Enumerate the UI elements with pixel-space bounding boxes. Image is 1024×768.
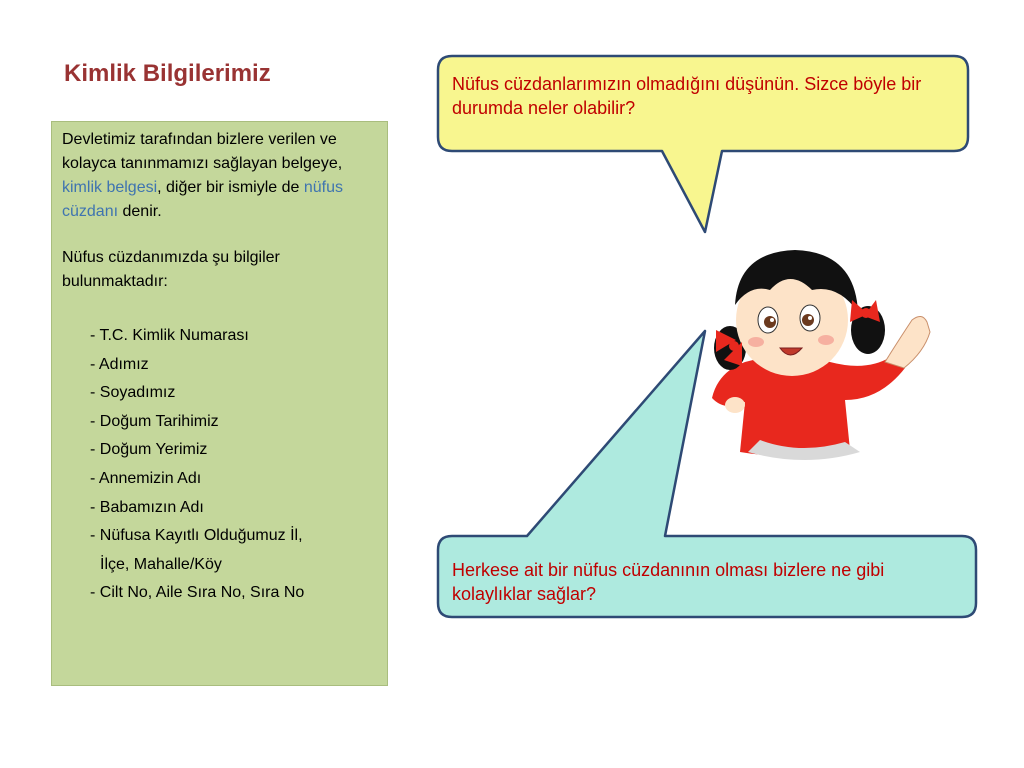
list-item: - Doğum Yerimiz — [90, 441, 208, 459]
list-item: - T.C. Kimlik Numarası — [90, 327, 249, 344]
list-intro: Nüfus cüzdanımızda şu bilgiler bulunmaktadır: — [62, 249, 280, 290]
list-item: - Doğum Tarihimiz — [90, 412, 219, 430]
top-bubble-question: Nüfus cüzdanlarımızın olmadığını düşünün. Sizce böyle bir durumda neler olabilir? — [452, 74, 922, 118]
intro-text-a: Devletimiz tarafından bizlere verilen ve kolayca tanınmamızı sağlayan belgeye, — [62, 131, 343, 172]
page-title: Kimlik Bilgilerimiz — [64, 60, 271, 87]
list-item-continuation: İlçe, Mahalle/Köy — [100, 555, 222, 573]
list-item: - Babamızın Adı — [90, 498, 204, 516]
list-item: - Nüfusa Kayıtlı Olduğumuz İl, — [90, 527, 303, 545]
intro-text-c: denir. — [118, 203, 162, 220]
list-item: - Cilt No, Aile Sıra No, Sıra No — [90, 584, 305, 602]
intro-text-b: , diğer bir ismiyle de — [157, 179, 304, 196]
bottom-bubble-question: Herkese ait bir nüfus cüzdanının olması bizlere ne gibi kolaylıklar sağlar? — [452, 560, 885, 604]
list-item: - Adımız — [90, 355, 149, 373]
term-kimlik-belgesi: kimlik belgesi — [62, 179, 158, 196]
list-item: - Annemizin Adı — [90, 469, 202, 487]
list-item: - Soyadımız — [90, 384, 176, 402]
term-nufus-cuzdani: nüfus cüzdanı — [62, 179, 343, 220]
girl-character-icon — [712, 250, 930, 460]
